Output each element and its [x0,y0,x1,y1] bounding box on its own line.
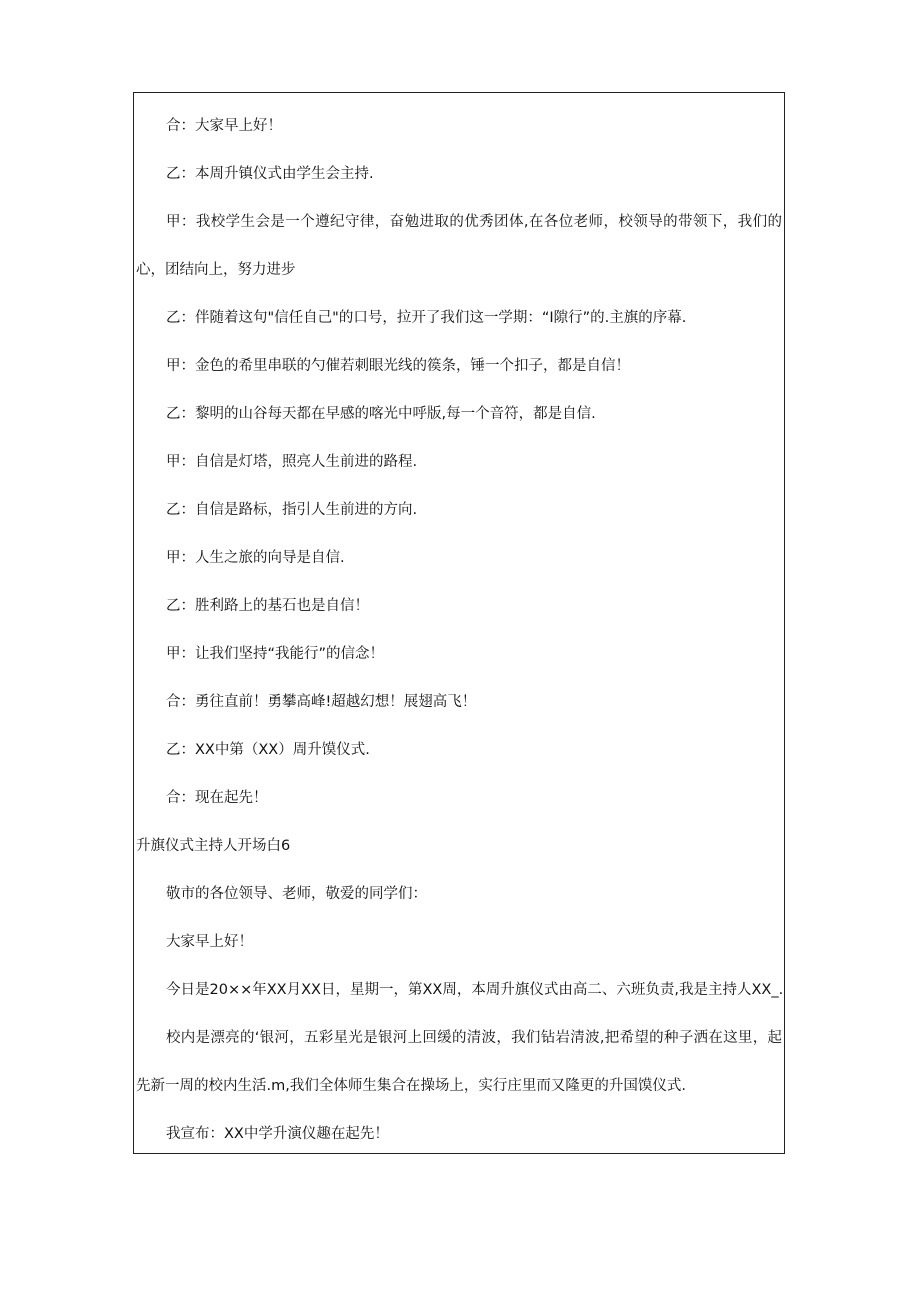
dialogue-line-he-forward: 合：勇往直前！勇攀高峰!超越幻想！展翅高飞！ [166,694,477,710]
dialogue-line-he-start: 合：现在起先！ [166,790,268,806]
address-line: 敬市的各位领导、老师，敬爱的同学们： [166,886,427,902]
campus-line-continuation: 先新一周的校内生活.m,我们全体师生集合在操场上，实行庄里而又隆更的升国馍仪式. [136,1078,686,1094]
dialogue-line-jia-student-union: 甲：我校学生会是一个遵纪守律，奋勉进取的优秀团体,在各位老师，校领导的带领下，我们的 [166,214,782,230]
dialogue-line-yi-host: 乙：本周升镇仪式由学生会主持. [166,166,374,182]
dialogue-line-continuation: 心，团结向上，努力进步 [136,262,296,278]
dialogue-line-yi-slogan: 乙：伴随着这句"信任自己"的口号，拉开了我们这一学期：“I隙行”的.主旗的序幕. [166,310,687,326]
section-heading: 升旗仪式主持人开场白6 [136,838,291,854]
dialogue-line-jia-belief: 甲：让我们坚持“我能行”的信念！ [166,646,385,662]
dialogue-line-yi-signpost: 乙：自信是路标，指引人生前进的方向. [166,502,418,518]
dialogue-line-he-greeting: 合：大家早上好！ [166,118,282,134]
dialogue-line-yi-dawn: 乙：黎明的山谷每天都在早感的喀光中呼版,每一个音符，都是自信. [166,406,596,422]
greeting-line: 大家早上好！ [166,934,253,950]
dialogue-line-yi-ceremony: 乙：XX中第（XX）周升馍仪式. [166,742,370,758]
dialogue-line-jia-golden: 甲：金色的希里串联的勺催若刺眼光线的篌条，锤一个扣子，都是自信！ [166,358,630,374]
announcement-line: 我宣布：XX中学升演仪趣在起先！ [166,1126,389,1142]
campus-line: 校内是漂亮的‘银河，五彩星光是银河上回缓的清波，我们钻岩清波,把希望的种子洒在这里，起 [166,1030,782,1046]
date-line: 今日是20××年XX月XX日，星期一，第XX周，本周升旗仪式由高二、六班负责,我是主持人XX_. [166,982,784,998]
dialogue-line-jia-guide: 甲：人生之旅的向导是自信. [166,550,345,566]
dialogue-line-jia-lighthouse: 甲：自信是灯塔，照亮人生前进的路程. [166,454,418,470]
document-page [133,92,785,1154]
dialogue-line-yi-cornerstone: 乙：胜利路上的基石也是自信！ [166,598,369,614]
